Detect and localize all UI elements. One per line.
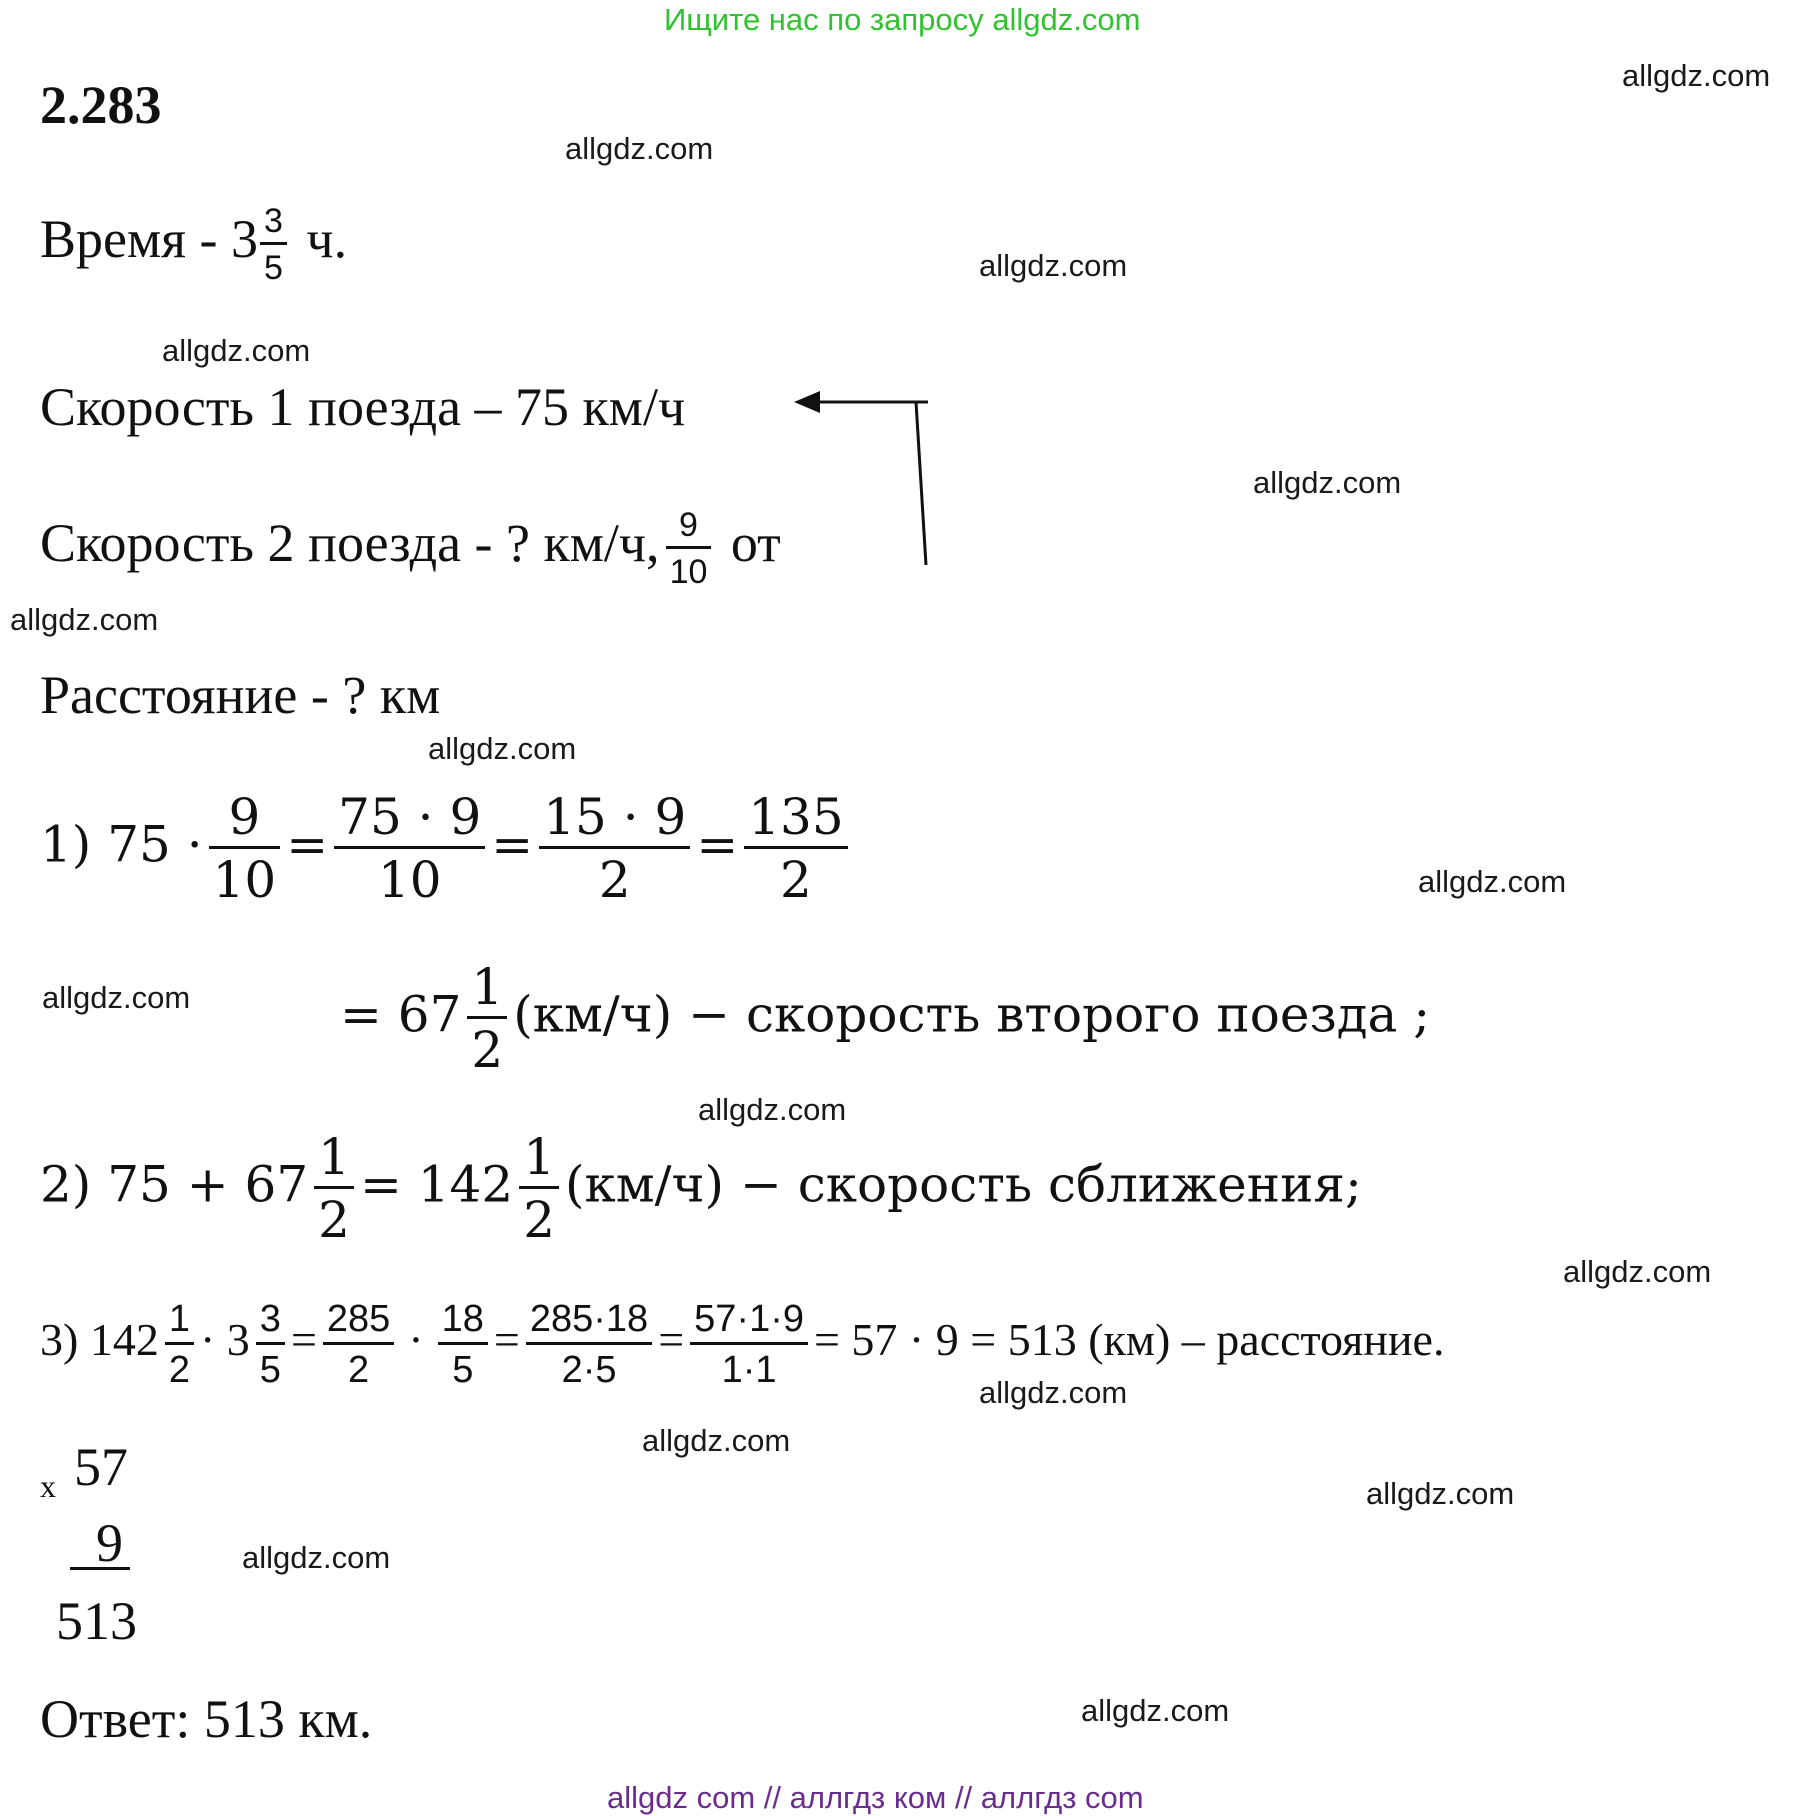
step1-cont-den: 2 [471, 1021, 504, 1079]
column-middle: 9 [96, 1513, 123, 1573]
step1-label: 1) 75 · [40, 815, 203, 874]
speed2-fraction [666, 508, 712, 589]
time-unit: ч. [306, 208, 348, 269]
step2-mid: = 142 [359, 1155, 514, 1214]
answer: Ответ: 513 км. [40, 1689, 373, 1749]
step3-prefix: 3) 142 [40, 1314, 159, 1366]
step1-cont-fraction [467, 958, 507, 1079]
given-time [40, 204, 347, 285]
watermark: allgdz.com [1081, 1693, 1230, 1728]
step3-c-den: 2 [348, 1349, 370, 1391]
step1-f3-num: 15 · 9 [543, 788, 687, 846]
speed2-suffix: от [730, 512, 781, 573]
watermark: allgdz.com [1563, 1254, 1712, 1289]
watermark: allgdz.com [10, 602, 159, 637]
step2-f2-den: 2 [523, 1191, 555, 1249]
given-speed1: Скорость 1 поезда – 75 км/ч [40, 377, 686, 437]
given-speed2 [40, 508, 781, 589]
watermark: allgdz.com [979, 1375, 1128, 1410]
speed2-fraction-den: 10 [669, 553, 708, 591]
time-fraction-den: 5 [263, 249, 283, 287]
step1-cont-prefix: = 67 [340, 985, 462, 1044]
step1-f3-den: 2 [598, 851, 631, 909]
step1-fraction-3 [539, 788, 690, 909]
step3-e-num: 285·18 [529, 1298, 649, 1340]
step3-c-num: 285 [326, 1298, 391, 1340]
step3-b-num: 3 [259, 1298, 281, 1340]
speed2-fraction-num: 9 [679, 506, 698, 544]
step1-fraction-1 [209, 788, 281, 909]
problem-number: 2.283 [40, 75, 162, 135]
watermark: allgdz.com [428, 731, 577, 766]
step3-a-num: 1 [168, 1298, 190, 1340]
step3-equals: = [290, 1314, 317, 1366]
column-sign: x [40, 1468, 56, 1504]
step2-fraction-1 [314, 1128, 354, 1249]
step3-fraction-e [526, 1300, 652, 1389]
step1-cont-num: 1 [471, 958, 504, 1016]
speed2-prefix: Скорость 2 поезда - ? км/ч, [40, 512, 660, 573]
watermark: allgdz.com [1418, 864, 1567, 899]
step3-f-num: 57·1·9 [694, 1298, 804, 1340]
step2-f1-den: 2 [318, 1191, 350, 1249]
time-label: Время - [40, 208, 218, 269]
step1-equals: = [286, 815, 329, 874]
step1-line [40, 788, 854, 909]
step1-equals: = [491, 815, 534, 874]
step2-f2-num: 1 [523, 1128, 555, 1186]
step3-suffix: = 57 · 9 = 513 (км) – расстояние. [813, 1314, 1445, 1366]
step3-equals: = [493, 1314, 520, 1366]
step1-equals: = [696, 815, 739, 874]
step1-fraction-2 [334, 788, 485, 909]
column-top: 57 [74, 1437, 128, 1497]
step1-f2-den: 10 [377, 851, 442, 909]
step3-d-num: 18 [441, 1298, 484, 1340]
step3-fraction-f [690, 1300, 808, 1389]
step1-f1-num: 9 [228, 788, 261, 846]
step1-f4-num: 135 [748, 788, 844, 846]
watermark: allgdz.com [42, 980, 191, 1015]
watermark: allgdz.com [1622, 58, 1771, 93]
bottom-banner[interactable]: allgdz com // аллгдз ком // аллгдз com [607, 1780, 1144, 1815]
watermark: allgdz.com [565, 131, 714, 166]
column-underline [70, 1567, 130, 1570]
arrow-icon [790, 375, 940, 575]
step2-prefix: 2) 75 + 67 [40, 1155, 309, 1214]
watermark: allgdz.com [698, 1092, 847, 1127]
step3-fraction-b [256, 1300, 285, 1389]
step2-f1-num: 1 [318, 1128, 350, 1186]
step3-e-den: 2·5 [561, 1349, 617, 1391]
step1-fraction-4 [744, 788, 847, 909]
step1-f1-den: 10 [212, 851, 277, 909]
watermark: allgdz.com [979, 248, 1128, 283]
step3-b-den: 5 [259, 1349, 281, 1391]
step3-fraction-a [165, 1300, 194, 1389]
top-banner[interactable]: Ищите нас по запросу allgdz.com [664, 2, 1141, 37]
step3-equals: = [658, 1314, 685, 1366]
watermark: allgdz.com [1253, 465, 1402, 500]
step2-line [40, 1128, 1362, 1249]
step1-f2-num: 75 · 9 [338, 788, 482, 846]
watermark: allgdz.com [162, 333, 311, 368]
step3-dot: · 3 [199, 1314, 250, 1366]
step3-d-den: 5 [452, 1349, 474, 1391]
watermark: allgdz.com [642, 1423, 791, 1458]
step3-dot2: · [408, 1314, 424, 1366]
watermark: allgdz.com [1366, 1476, 1515, 1511]
time-fraction-num: 3 [263, 202, 283, 240]
step2-fraction-2 [519, 1128, 559, 1249]
given-distance: Расстояние - ? км [40, 665, 441, 725]
step3-fraction-d [438, 1300, 488, 1389]
step1-f4-den: 2 [780, 851, 812, 909]
column-result: 513 [56, 1591, 137, 1651]
step3-a-den: 2 [168, 1349, 190, 1391]
watermark: allgdz.com [242, 1540, 391, 1575]
step3-line [40, 1300, 1444, 1389]
step3-f-den: 1·1 [721, 1349, 777, 1391]
step3-fraction-c [323, 1300, 394, 1389]
step1-cont-suffix: (км/ч) − скорость второго поезда ; [513, 985, 1431, 1044]
time-fraction [260, 204, 287, 285]
step2-suffix: (км/ч) − скорость сближения; [565, 1155, 1362, 1214]
step1-continuation [340, 958, 1431, 1079]
time-whole: 3 [230, 208, 258, 269]
